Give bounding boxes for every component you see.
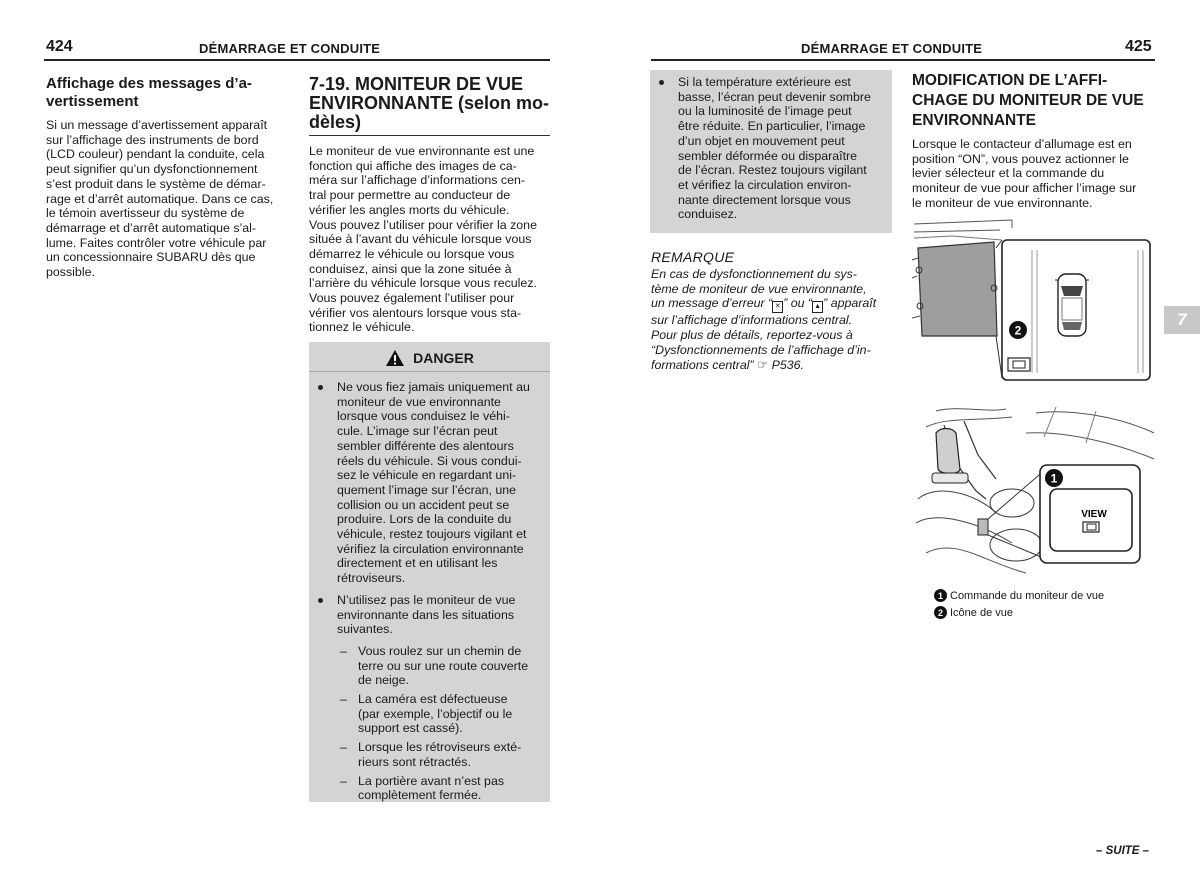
list-item: N’utilisez pas le moniteur de vue environnante dans les situations suivantes. [309,593,550,637]
display-change-section [912,71,1160,211]
danger-bullets [309,380,550,637]
error-crossed-icon: ✕ [772,301,783,313]
section-heading: MODIFICATION DE L’AFFI- CHAGE DU MONITEUR DE VUE ENVIRONNANTE [912,72,1144,129]
legend-number: 1 [934,589,947,602]
danger-header [309,342,550,369]
legend-label: Commande du moniteur de vue [950,589,1105,602]
legend-label: Icône de vue [950,606,1013,619]
view-button-label: VIEW [1081,509,1107,520]
callout-2-label: 2 [1014,323,1022,338]
danger-box [309,342,550,802]
surround-monitor-section [309,75,550,335]
header-rule [44,59,550,61]
list-item: – Lorsque les rétroviseurs exté- rieurs sont rétractés. [309,740,550,769]
page-header-title: DÉMARRAGE ET CONDUITE [801,41,983,56]
view-button [1050,489,1132,551]
page-number: 425 [1125,38,1152,55]
monitor-screen-figure [912,218,1154,384]
legend-item [934,589,1104,602]
danger-sublist [309,644,550,803]
page-number: 424 [46,38,73,55]
remark-section [651,249,896,372]
list-item: – Vous roulez sur un chemin de terre ou sur une route couverte de neige. [309,644,550,688]
caution-bullets [650,75,892,222]
header-rule [651,59,1155,61]
car-topview-icon [1055,274,1089,336]
list-item: Ne vous fiez jamais uniquement au moniteur de vue environnante lorsque vous conduisez le véhi- cule. L’image sur l’écran peut sembler différente des alentours réels du véhicule. Si vous condui- sez le véhicule en regardant uni- quement l’image sur l’écran, une collision ou un accident peut se produire. Lors de la conduite du véhicule, restez toujours vigilant et vérifiez la circulation environnante directement et en utilisant les rétroviseurs. [309,380,550,586]
list-item: – La caméra est défectueuse (par exemple, l’objectif ou le support est cassé). [309,692,550,736]
section-body: Le moniteur de vue environnante est une fonction qui affiche des images de ca- méra sur l’affichage d’informations cen- tral pour permettre au conducteur de vérifier les angles morts du véhicule. Vous pouvez l’utiliser pour vérifier la zone située à l’avant du véhicule lorsque vous démarrez le véhicule ou lorsque vous conduisez, ainsi que la zone située à l’arrière du véhicule lorsque vous reculez. Vous pouvez également l’utiliser pour vérifier vos alentours lorsque vous sta- tionnez le véhicule. [309,144,537,335]
warning-triangle-icon [385,349,405,367]
danger-divider [309,371,550,372]
console-view-button-figure [916,403,1156,581]
remark-title: REMARQUE [651,249,735,265]
chapter-tab: 7 [1164,306,1200,334]
warning-messages-section [46,75,290,280]
chapter-heading: 7-19. MONITEUR DE VUE ENVIRONNANTE (selon mo- dèles) [309,75,550,136]
callout-1-label: 1 [1050,471,1058,486]
remark-body: En cas de dysfonctionnement du sys- tème de moniteur de vue environnante, un message d’erreur “ ✕ ” ou “ ▲ ” apparaît sur l’affichage d’informations central. Pour plus de détails, reportez-vous à “Dysfonctionnements de l’affichage d’in- formations central” ☞ P536. [651,267,877,372]
section-body: Si un message d’avertissement apparaît sur l’affichage des instruments de bord (LCD couleur) pendant la conduite, cela peut signifier qu’un dysfonctionnement s’est produit dans le système de démar- rage et d’arrêt automatique. Dans ce cas, le témoin avertisseur du système de démarrage et d’arrêt automatique s’al- lume. Faites contrôler votre véhicule par un concessionnaire SUBARU dès que possible. [46,118,274,280]
view-icon [1008,358,1030,371]
list-item: – La portière avant n’est pas complètement fermée. [309,774,550,803]
legend-number: 2 [934,606,947,619]
page-header-title: DÉMARRAGE ET CONDUITE [199,41,381,56]
legend-item [934,606,1013,619]
danger-label: DANGER [413,350,474,366]
section-heading: Affichage des messages d’a- vertissement [46,75,252,110]
section-body: Lorsque le contacteur d’allumage est en position “ON”, vous pouvez actionner le levier sélecteur et la commande du moniteur de vue pour afficher l’image sur le moniteur de vue environnante. [912,137,1137,210]
error-warning-icon: ▲ [812,301,823,313]
list-item: Si la température extérieure est basse, l’écran peut devenir sombre ou la luminosité de l’image peut être réduite. En particulier, l’image d’un objet en mouvement peut sembler déformée ou disparaître de l’écran. Restez toujours vigilant et vérifiez la circulation environ- nante directement lorsque vous conduisez. [650,75,892,222]
continued-marker: – SUITE – [1096,845,1150,857]
caution-continuation-box [650,70,892,233]
